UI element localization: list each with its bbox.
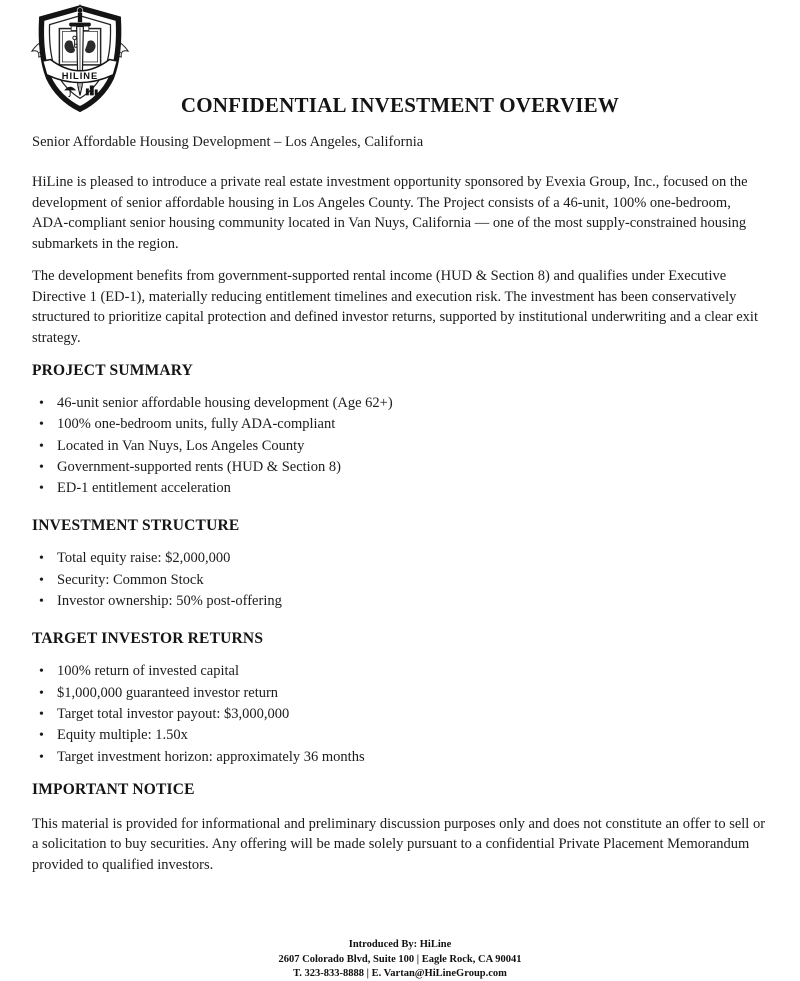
bullet-item: • 100% one-bedroom units, fully ADA-compliant bbox=[32, 414, 768, 435]
hiline-crest-logo bbox=[28, 4, 132, 114]
bullet-item: • Total equity raise: $2,000,000 bbox=[32, 548, 768, 569]
intro-paragraph-1: HiLine is pleased to introduce a private real estate investment opportunity sponsored by Evexia Group, Inc., focused on the development of senior affordable housing in Los Angeles County. The Project consists of a 46-unit, 100% one-bedroom, ADA-compliant senior housing community located in Van Nuys, California — one of the most supply-constrained housing submarkets in the region. bbox=[32, 174, 748, 252]
footer-contact: T. 323-833-8888 | E. Vartan@HiLineGroup.com bbox=[293, 968, 507, 979]
logo-banner-text: HILINE bbox=[61, 71, 99, 82]
bullet-item: • Target investment horizon: approximately 36 months bbox=[32, 747, 768, 768]
bullet-item: • Government-supported rents (HUD & Section 8) bbox=[32, 457, 768, 478]
section-heading: PROJECT SUMMARY bbox=[32, 362, 194, 379]
notice-paragraph: This material is provided for informational and preliminary discussion purposes only and does not constitute an offer to sell or a solicitation to buy securities. Any offering will be made solely pursuant to a confidential Private Placement Memorandum provided to qualified investors. bbox=[32, 815, 766, 873]
section-project-summary bbox=[32, 361, 768, 499]
section-target-investor-returns bbox=[32, 629, 768, 767]
section-investment-structure bbox=[32, 516, 768, 612]
page-title: CONFIDENTIAL INVESTMENT OVERVIEW bbox=[180, 93, 620, 117]
section-important-notice bbox=[32, 780, 768, 876]
bullet-list bbox=[32, 661, 768, 767]
bullet-item: • 100% return of invested capital bbox=[32, 661, 768, 682]
section-heading: IMPORTANT NOTICE bbox=[32, 780, 195, 798]
bullet-item: • $1,000,000 guaranteed investor return bbox=[32, 683, 768, 704]
bullet-item: • Security: Common Stock bbox=[32, 570, 768, 591]
bullet-item: • Located in Van Nuys, Los Angeles County bbox=[32, 436, 768, 457]
intro-paragraph-2: The development benefits from government-supported rental income (HUD & Section 8) and qualifies under Executive Directive 1 (ED-1), materially reducing entitlement timelines and execution risk. The investment has been conservatively structured to prioritize capital protection and defined investor returns, supported by institutional underwriting and a clear exit strategy. bbox=[32, 268, 758, 346]
bullet-item: • 46-unit senior affordable housing development (Age 62+) bbox=[32, 393, 768, 414]
footer-block bbox=[0, 938, 800, 981]
footer-address: 2607 Colorado Blvd, Suite 100 | Eagle Rock, CA 90041 bbox=[278, 953, 522, 965]
bullet-list bbox=[32, 548, 768, 612]
bullet-item: • Equity multiple: 1.50x bbox=[32, 725, 768, 746]
footer-introduced-by: Introduced By: HiLine bbox=[348, 939, 452, 950]
section-heading: INVESTMENT STRUCTURE bbox=[32, 517, 240, 535]
section-heading: TARGET INVESTOR RETURNS bbox=[32, 630, 264, 648]
bullet-list bbox=[32, 393, 768, 499]
bullet-item: • ED-1 entitlement acceleration bbox=[32, 478, 768, 499]
bullet-item: • Investor ownership: 50% post-offering bbox=[32, 591, 768, 612]
crest-svg bbox=[28, 4, 132, 114]
bullet-item: • Target total investor payout: $3,000,000 bbox=[32, 704, 768, 725]
document-subtitle: Senior Affordable Housing Development – Los Angeles, California bbox=[32, 134, 424, 150]
